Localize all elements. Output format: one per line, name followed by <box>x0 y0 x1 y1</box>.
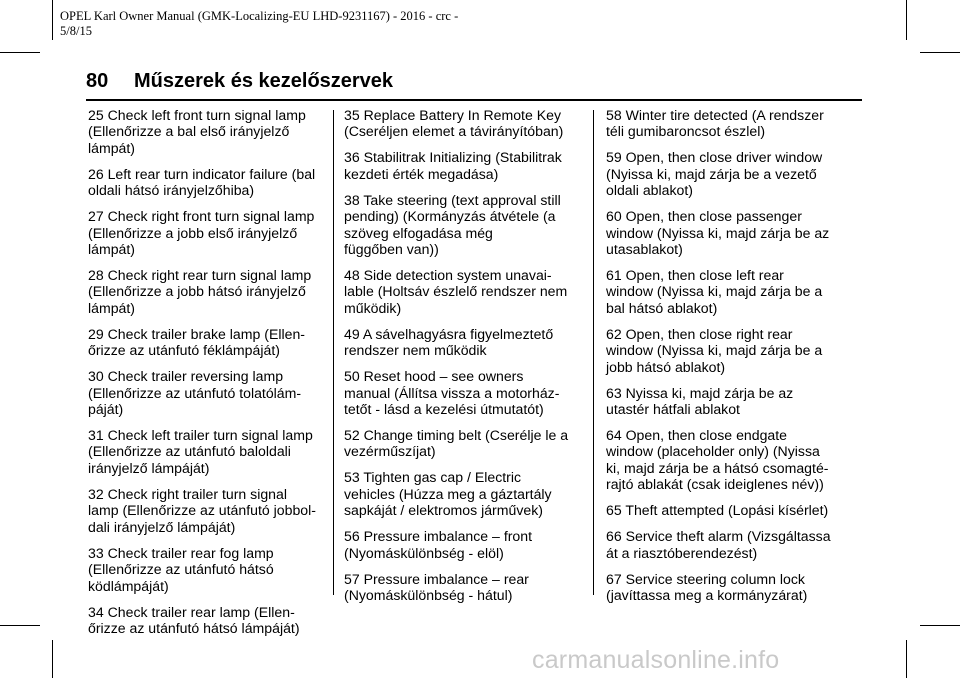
message-line: (Nyissa ki, majd zárja be a vezető <box>606 165 817 182</box>
message-entry <box>606 502 852 518</box>
message-line: 29 Check trailer brake lamp (Ellen- <box>88 325 305 342</box>
message-entry <box>344 192 590 258</box>
message-entry <box>606 326 852 375</box>
message-line: 34 Check trailer rear lamp (Ellen- <box>88 603 295 620</box>
message-entry <box>606 385 852 418</box>
message-line: (javíttassa meg a kormányzárat) <box>606 587 808 604</box>
message-line: window (Nyissa ki, majd zárja be a <box>606 342 823 359</box>
message-line: 35 Replace Battery In Remote Key <box>344 107 562 123</box>
message-entry <box>606 528 852 561</box>
message-line: 31 Check left trailer turn signal lamp <box>88 427 313 444</box>
message-line: (Ellenőrizze az utánfutó tolatólám- <box>88 384 302 401</box>
message-line: 33 Check trailer rear fog lamp <box>88 544 274 561</box>
message-line: 67 Service steering column lock <box>606 570 805 587</box>
message-line: páját) <box>88 401 124 418</box>
message-entry <box>88 326 334 359</box>
print-metadata-line: OPEL Karl Owner Manual (GMK-Localizing-EU LHD-9231167) - 2016 - crc - <box>60 9 459 23</box>
crop-mark <box>0 625 40 626</box>
message-line: függőben van)) <box>344 241 439 258</box>
message-entry <box>606 571 852 604</box>
message-line: (Ellenőrizze a bal első irányjelző <box>88 123 290 140</box>
message-line: 38 Take steering (text approval still <box>344 191 561 208</box>
column-divider <box>593 110 594 595</box>
message-line: 56 Pressure imbalance – front <box>344 528 533 545</box>
message-line: 53 Tighten gas cap / Electric <box>344 469 522 486</box>
message-line: pending) (Kormányzás átvétele (a <box>344 208 556 225</box>
crop-mark <box>920 52 960 53</box>
message-line: 57 Pressure imbalance – rear <box>344 570 529 587</box>
message-line: oldali hátsó irányjelzőhiba) <box>88 182 255 199</box>
message-line: 50 Reset hood – see owners <box>344 368 524 385</box>
message-line: 61 Open, then close left rear <box>606 267 784 284</box>
message-line: 65 Theft attempted (Lopási kísérlet) <box>606 502 829 519</box>
message-entry <box>344 571 590 604</box>
message-entry <box>344 326 590 359</box>
message-line: jobb hátsó ablakot) <box>606 358 726 375</box>
message-line: (Nyomáskülönbség - elöl) <box>344 544 504 561</box>
message-line: kezdeti érték megadása) <box>344 165 499 182</box>
message-line: 48 Side detection system unavai- <box>344 267 552 284</box>
message-line: működik) <box>344 299 402 316</box>
message-line: őrizze az utánfutó féklámpáját) <box>88 342 280 359</box>
message-line: (Ellenőrizze a jobb első irányjelző <box>88 224 298 241</box>
text-column-2 <box>344 107 590 613</box>
message-line: 63 Nyissa ki, majd zárja be az <box>606 384 794 401</box>
heading-rule <box>86 99 862 101</box>
message-entry <box>606 267 852 316</box>
message-entry <box>88 267 334 316</box>
message-line: (Nyomáskülönbség - hátul) <box>344 587 513 604</box>
message-line: bal hátsó ablakot) <box>606 299 718 316</box>
message-entry <box>88 166 334 199</box>
message-line: dali irányjelző lámpáját) <box>88 518 236 535</box>
message-line: 32 Check right trailer turn signal <box>88 485 287 502</box>
message-entry <box>88 107 334 156</box>
crop-mark <box>52 0 53 40</box>
message-line: 52 Change timing belt (Cserélje le a <box>344 427 569 444</box>
message-entry <box>606 427 852 493</box>
message-entry <box>344 107 590 140</box>
message-entry <box>344 528 590 561</box>
message-entry <box>88 427 334 476</box>
message-line: manual (Állítsa vissza a motorház- <box>344 384 560 401</box>
page-title: Műszerek és kezelőszervek <box>134 70 394 92</box>
message-entry <box>88 368 334 417</box>
message-entry <box>344 149 590 182</box>
message-line: sapkáját / elektromos járművek) <box>344 502 543 519</box>
text-column-3 <box>606 107 852 613</box>
message-line: ködlámpáját) <box>88 577 169 594</box>
print-metadata <box>60 9 458 39</box>
message-line: rendszer nem működik <box>344 342 487 359</box>
message-line: ki, majd zárja be a hátsó csomagté- <box>606 459 829 476</box>
message-entry <box>344 267 590 316</box>
message-line: 49 A sávelhagyásra figyelmeztető <box>344 325 554 342</box>
message-line: (Ellenőrizze a jobb hátsó irányjelző <box>88 283 306 300</box>
message-line: rajtó ablakát (csak ideiglenes név)) <box>606 476 824 493</box>
crop-mark <box>906 640 907 678</box>
message-line: 25 Check left front turn signal lamp <box>88 107 306 123</box>
watermark: carmanualsonline.info <box>532 646 780 674</box>
crop-mark <box>0 52 40 53</box>
message-line: 60 Open, then close passenger <box>606 208 802 225</box>
message-line: 64 Open, then close endgate <box>606 427 788 444</box>
message-line: át a riasztóberendezést) <box>606 544 758 561</box>
message-line: lable (Holtsáv észlelő rendszer nem <box>344 283 568 300</box>
message-line: 30 Check trailer reversing lamp <box>88 368 284 385</box>
page-number: 80 <box>86 70 109 92</box>
message-line: 36 Stabilitrak Initializing (Stabilitrak <box>344 149 562 166</box>
crop-mark <box>906 0 907 40</box>
column-divider <box>333 110 334 595</box>
message-line: téli gumibaroncsot észlel) <box>606 123 766 140</box>
message-line: oldali ablakot) <box>606 182 693 199</box>
message-entry <box>606 107 852 140</box>
message-entry <box>606 149 852 198</box>
message-entry <box>344 368 590 417</box>
message-entry <box>88 208 334 257</box>
page-heading <box>86 70 393 93</box>
message-line: (Ellenőrizze az utánfutó baloldali <box>88 443 291 460</box>
message-line: lamp (Ellenőrizze az utánfutó jobbol- <box>88 502 316 519</box>
crop-mark <box>52 640 53 678</box>
message-line: lámpát) <box>88 241 135 258</box>
message-entry <box>88 604 334 637</box>
message-line: vehicles (Húzza meg a gáztartály <box>344 485 552 502</box>
message-line: 59 Open, then close driver window <box>606 149 823 166</box>
message-line: lámpát) <box>88 139 135 156</box>
message-line: irányjelző lámpáját) <box>88 459 210 476</box>
message-line: window (Nyissa ki, majd zárja be az <box>606 224 830 241</box>
message-line: tetőt - lásd a kezelési útmutatót) <box>344 401 544 418</box>
message-line: 26 Left rear turn indicator failure (bal <box>88 165 316 182</box>
message-line: 28 Check right rear turn signal lamp <box>88 267 312 284</box>
message-line: window (Nyissa ki, majd zárja be a <box>606 283 823 300</box>
message-line: (Ellenőrizze az utánfutó hátsó <box>88 561 274 578</box>
crop-mark <box>920 625 960 626</box>
message-line: 58 Winter tire detected (A rendszer <box>606 107 824 123</box>
message-line: lámpát) <box>88 299 135 316</box>
message-line: 66 Service theft alarm (Vizsgáltassa <box>606 528 831 545</box>
message-entry <box>88 486 334 535</box>
message-line: őrizze az utánfutó hátsó lámpáját) <box>88 619 300 636</box>
message-line: 27 Check right front turn signal lamp <box>88 208 315 225</box>
message-line: (Cseréljen elemet a távirányítóban) <box>344 123 564 140</box>
message-line: szöveg elfogadása még <box>344 224 493 241</box>
message-entry <box>344 427 590 460</box>
print-metadata-line: 5/8/15 <box>60 24 92 38</box>
message-line: window (placeholder only) (Nyissa <box>606 443 820 460</box>
message-line: vezérműszíjat) <box>344 443 436 460</box>
message-line: utasablakot) <box>606 241 683 258</box>
message-line: utastér hátfali ablakot <box>606 401 740 418</box>
message-entry <box>344 469 590 518</box>
message-entry <box>88 545 334 594</box>
message-entry <box>606 208 852 257</box>
text-column-1 <box>88 107 334 646</box>
message-line: 62 Open, then close right rear <box>606 325 793 342</box>
